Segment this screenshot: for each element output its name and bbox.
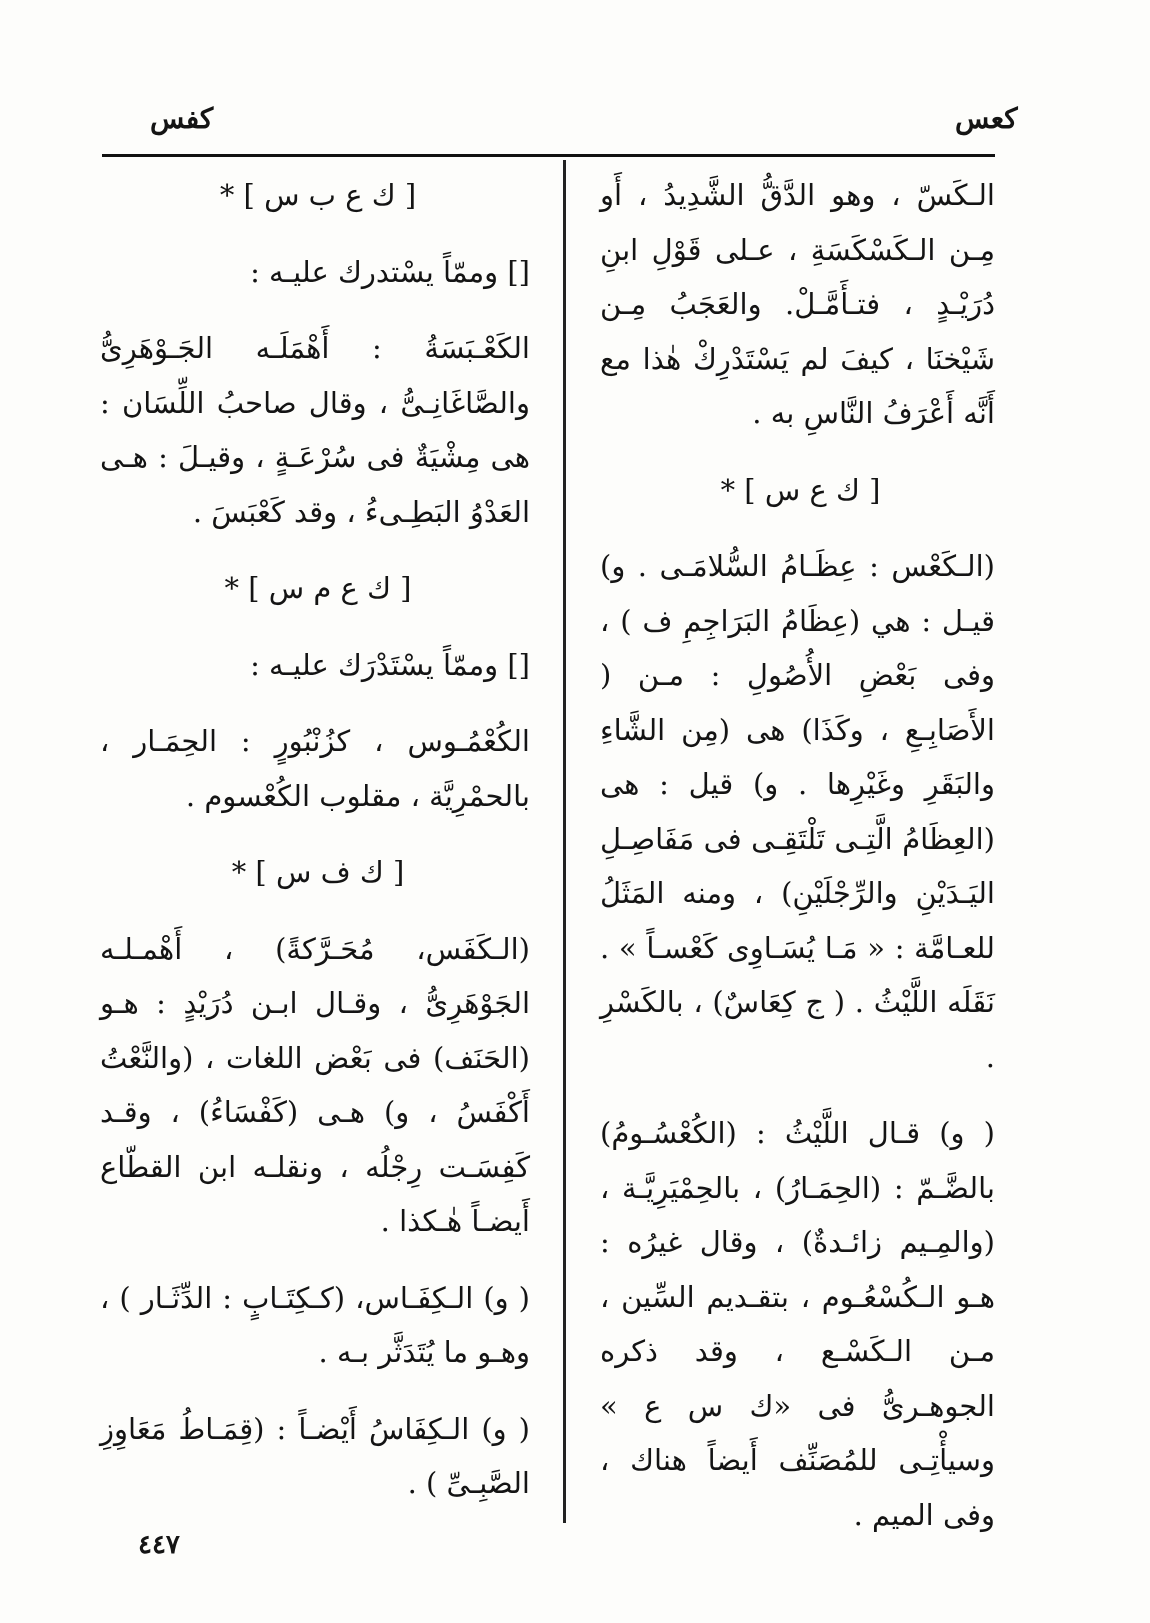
heading-text: [ ك ع م س ] (248, 571, 412, 605)
entry-heading (100, 168, 530, 223)
heading-text: [ ك ع ب س ] (243, 178, 417, 212)
heading-text: [ ك ف س ] (255, 855, 405, 889)
running-head-left: كفس (150, 102, 214, 135)
entry-paragraph: (الـكَعْس : عِظَـامُ السُّلامَـى . و) قيـل : هي (عِظَامُ البَرَاجِمِ ف ) ، وفى بَعْضِ الأُصُولِ : مـن ( الأَصَابِـعِ ، وكَذَا) هى (مِن الشَّاءِ والبَقَرِ وغَيْرِها . و) قيل : هى (العِظَامُ الَّتِـى تَلْتَقِـى فى مَفَاصِـلِ اليَـدَيْنِ والرِّجْلَيْنِ) ، ومنه المَثَلُ للعـامَّة : « مَـا يُسَـاوِى كَعْسـاً » . نَقَلَه اللَّيْثُ . ( ج كِعَاسٌ) ، بالكَسْرِ . (600, 549, 995, 1074)
page-number: ٤٤٧ (138, 1530, 180, 1560)
entry-paragraph: الـكَسّ ، وهو الدَّقُّ الشَّدِيدُ ، أَو مِـن الـكَسْكَسَةِ ، عـلى قَوْلِ ابنِ دُرَيْـدٍ ، فتـأَمَّـلْ. والعَجَبُ مِـن شَيْخنَا ، كيفَ لم يَسْتَدْرِكْ هٰذا مع أَنَّه أَعْرَفُ النَّاسِ به . (600, 178, 995, 430)
entry-paragraph: الكُعْمُـوس ، كزُنْبُورٍ : الحِمَـار ، بالحمْرِيَّة ، مقلوب الكُعْسوم . (100, 724, 530, 813)
entry-paragraph: [] وممّاً يسْتَدْرَك عليـه : (250, 647, 530, 682)
left-column (100, 168, 530, 1533)
entry-paragraph: [] وممّاً يسْتدرك عليـه : (250, 254, 530, 289)
column-divider (563, 160, 566, 1523)
entry-heading (100, 561, 530, 616)
heading-star: * (231, 855, 247, 889)
entry-paragraph: ( و) قـال اللَّيْثُ : (الكُعْسُـومُ) بالضَّـمّ : (الحِمَـارُ) ، بالحِمْيَرِيَّـة ، (والمِـيم زائـدةٌ) ، وقال غيرُه : هـو الـكُسْعُـوم ، بتقـديم السِّين ، مـن الـكَسْـع ، وقد ذكره الجوهـرىُّ فى «ك س ع » وسيأْتِـى للمُصَنِّف أَيضاً هناك ، وفى الميم . (600, 1116, 995, 1532)
entry-heading (600, 463, 995, 518)
entry-heading (100, 845, 530, 900)
heading-star: * (219, 178, 235, 212)
entry-paragraph: (الـكَفَس، مُحَـرَّكةً) ، أَهْمـلـه الجَوْهَرِىُّ ، وقـال ابـن دُرَيْدٍ : هـو (الحَنَف) فى بَعْض اللغات ، (والنَّعْتُ أَكْفَسُ ، و) هـى (كَفْسَاءُ) ، وقـد كَفِسَـت رِجْلُه ، ونقلـه ابن القطّاع أَيضـاً هٰـكذا . (100, 931, 530, 1238)
heading-star: * (720, 472, 736, 507)
heading-text: [ ك ع س ] (744, 472, 881, 507)
entry-paragraph: ( و) الـكِفَـاس، (كـكِتَـابٍ : الدِّثَـار ) ، وهـو ما يُتَدَثَّر بـه . (100, 1280, 530, 1369)
entry-paragraph: الكَعْـبَسَةُ : أَهْمَلَـه الجَـوْهَرِىُّ والصَّاغَانِـىُّ ، وقال صاحبُ اللِّسَان : هى مِشْيَةٌ فى سُرْعَـةٍ ، وقيـلَ : هـى العَدْوُ البَطِـىءُ ، وقد كَعْبَسَ . (100, 331, 530, 529)
right-column (600, 168, 995, 1564)
running-head-right: كعس (955, 102, 1018, 135)
heading-star: * (224, 571, 239, 605)
header-rule (102, 154, 995, 157)
entry-paragraph: ( و) الـكِفَاسُ أَيْضـاً : (قِمَـاطُ مَعَاوِزِ الصَّبِـىِّ ) . (100, 1411, 530, 1500)
